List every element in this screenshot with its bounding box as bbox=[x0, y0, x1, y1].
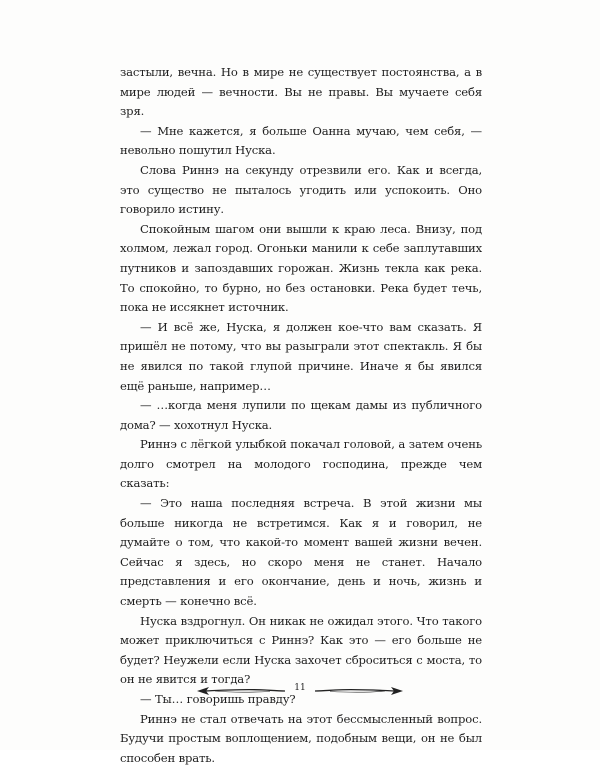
body-text bbox=[120, 63, 482, 768]
page-number: 11 bbox=[294, 683, 306, 693]
paragraph: — …когда меня лупили по щекам дамы из публичного дома? — хохотнул Нуска. bbox=[120, 398, 482, 432]
paragraph: — Это наша последняя встреча. В этой жизни мы больше никогда не встретимся. Как я и говорил, не думайте о том, что какой-то момент вашей жизни вечен. Сейчас я здесь, но скоро меня не станет. Начало представления и его окончание, день и ночь, жизнь и смерть — конечно всё. bbox=[120, 496, 482, 609]
paragraph: Риннэ не стал отвечать на этот бессмысленный вопрос. Будучи простым воплощением, подобным вещи, он не был способен врать. bbox=[120, 711, 482, 765]
page-footer bbox=[195, 681, 405, 701]
paragraph: Риннэ с лёгкой улыбкой покачал головой, а затем очень долго смотрел на молодого господина, прежде чем сказать: bbox=[120, 437, 482, 491]
paragraph: Слова Риннэ на секунду отрезвили его. Как и всегда, это существо не пыталось угодить или успокоить. Оно говорило истину. bbox=[120, 162, 482, 217]
paragraph: Нуска вздрогнул. Он никак не ожидал этого. Что такого может приключиться с Риннэ? Как это — его больше не будет? Неужели если Нуска захочет сброситься с моста, то он не явится и тогда? bbox=[120, 613, 482, 687]
paragraph: — И всё же, Нуска, я должен кое-что вам сказать. Я пришёл не потому, что вы разыграли этот спектакль. Я бы не явился по такой глупой причине. Иначе я бы явился ещё раньше, например… bbox=[120, 319, 482, 393]
paragraph: застыли, вечна. Но в мире не существует постоянства, а в мире людей — вечности. Вы не правы. Вы мучаете себя зря. bbox=[120, 65, 482, 119]
paragraph: — Ты… говоришь правду? bbox=[140, 692, 296, 706]
paragraph: — Мне кажется, я больше Оанна мучаю, чем себя, — невольно пошутил Нуска. bbox=[120, 123, 482, 158]
paragraph: Спокойным шагом они вышли к краю леса. Внизу, под холмом, лежал город. Огоньки манили к себе заплутавших путников и запоздавших горожан. Жизнь текла как река. То спокойно, то бурно, но без остановки. Река будет течь, пока не иссякнет источник. bbox=[120, 221, 482, 315]
